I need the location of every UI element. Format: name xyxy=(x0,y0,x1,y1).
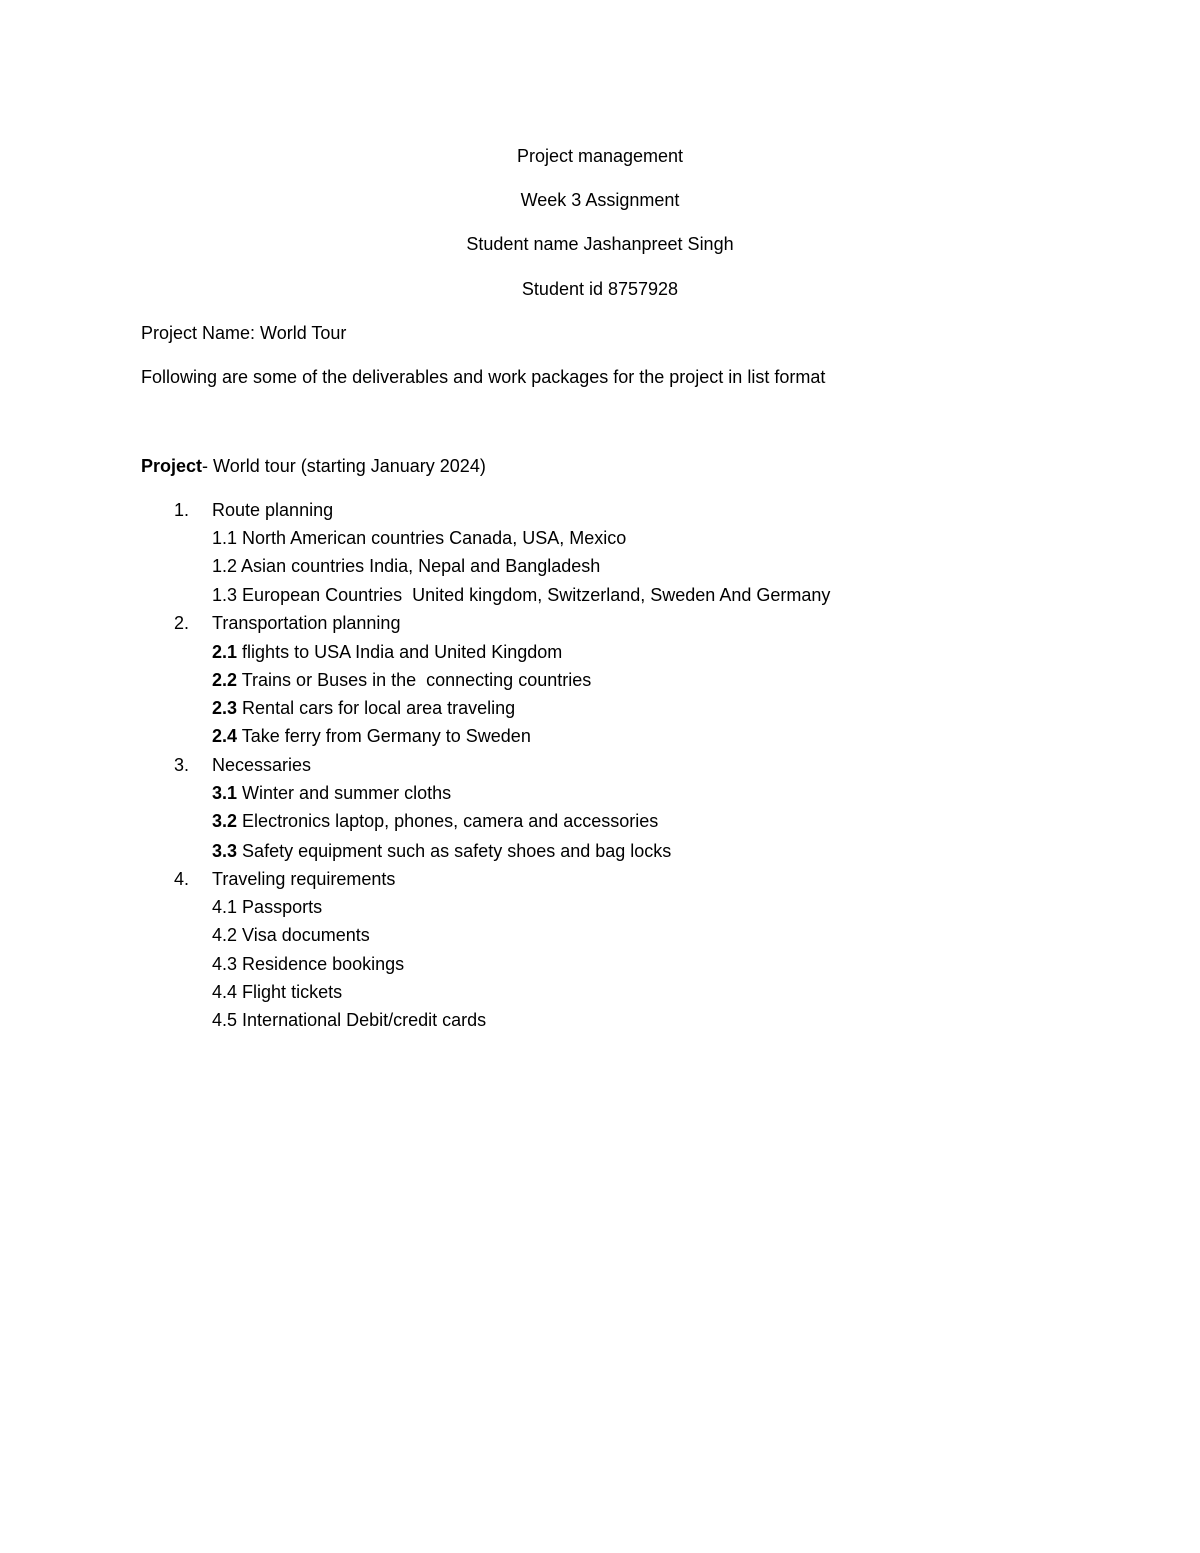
work-package-label: Passports xyxy=(242,897,323,917)
work-package-label: Flight tickets xyxy=(242,982,343,1002)
work-package xyxy=(212,924,370,946)
work-package xyxy=(212,981,342,1003)
work-package-number: 4.2 xyxy=(212,925,238,945)
intro-paragraph: Following are some of the deliverables and work packages for the project in list format xyxy=(141,367,826,387)
work-package xyxy=(212,725,531,747)
work-package-number: 4.3 xyxy=(212,954,238,974)
work-package xyxy=(212,555,600,577)
course-title: Project management xyxy=(516,146,684,166)
work-package-number: 3.1 xyxy=(212,783,238,803)
work-package xyxy=(212,584,830,606)
work-package xyxy=(212,953,404,975)
work-package-label: Safety equipment such as safety shoes and bag locks xyxy=(242,841,672,861)
work-package-number: 4.1 xyxy=(212,897,238,917)
work-package-label: Trains or Buses in the connecting countries xyxy=(241,670,592,690)
deliverable-number: 3. xyxy=(174,755,190,775)
deliverable-number: 1. xyxy=(174,500,190,520)
deliverable-label: Necessaries xyxy=(212,755,312,775)
work-package-label: International Debit/credit cards xyxy=(242,1010,487,1030)
work-package xyxy=(212,669,591,691)
work-package-label: Residence bookings xyxy=(242,954,405,974)
work-package xyxy=(212,1009,486,1031)
work-package-label: Visa documents xyxy=(242,925,370,945)
work-package-number: 4.4 xyxy=(212,982,238,1002)
assignment-title: Week 3 Assignment xyxy=(520,190,680,210)
work-package-number: 1.1 xyxy=(212,528,238,548)
deliverable-label: Route planning xyxy=(212,500,334,520)
student-name: Student name Jashanpreet Singh xyxy=(466,234,734,254)
work-package-number: 2.3 xyxy=(212,698,238,718)
project-heading-rest: - World tour (starting January 2024) xyxy=(202,456,486,476)
work-package-number: 1.2 xyxy=(212,556,238,576)
work-package-number: 2.2 xyxy=(212,670,238,690)
work-package-label: European Countries United kingdom, Switzerland, Sweden And Germany xyxy=(242,585,831,605)
work-package-number: 3.2 xyxy=(212,811,238,831)
work-package-number: 4.5 xyxy=(212,1010,238,1030)
student-id: Student id 8757928 xyxy=(521,279,679,299)
work-package-label: Rental cars for local area traveling xyxy=(242,698,516,718)
work-package-number: 2.4 xyxy=(212,726,238,746)
work-package xyxy=(212,697,515,719)
work-package xyxy=(212,810,658,832)
work-package-label: Electronics laptop, phones, camera and accessories xyxy=(242,811,659,831)
work-package-label: flights to USA India and United Kingdom xyxy=(242,642,563,662)
project-heading-bold: Project xyxy=(141,456,203,476)
work-package-number: 1.3 xyxy=(212,585,238,605)
work-package xyxy=(212,782,451,804)
project-name-line: Project Name: World Tour xyxy=(141,323,347,343)
work-package-label: Asian countries India, Nepal and Bangladesh xyxy=(241,556,601,576)
deliverable-label: Traveling requirements xyxy=(212,869,396,889)
work-package xyxy=(212,896,322,918)
project-heading xyxy=(141,455,486,477)
work-package-label: North American countries Canada, USA, Mexico xyxy=(242,528,627,548)
deliverable-number: 2. xyxy=(174,613,190,633)
deliverable-label: Transportation planning xyxy=(212,613,401,633)
work-package xyxy=(212,641,562,663)
work-package-number: 2.1 xyxy=(212,642,238,662)
work-package-label: Take ferry from Germany to Sweden xyxy=(241,726,531,746)
deliverable-number: 4. xyxy=(174,869,190,889)
work-package-number: 3.3 xyxy=(212,841,238,861)
work-package xyxy=(212,527,626,549)
work-package-label: Winter and summer cloths xyxy=(242,783,452,803)
work-package xyxy=(212,840,671,862)
